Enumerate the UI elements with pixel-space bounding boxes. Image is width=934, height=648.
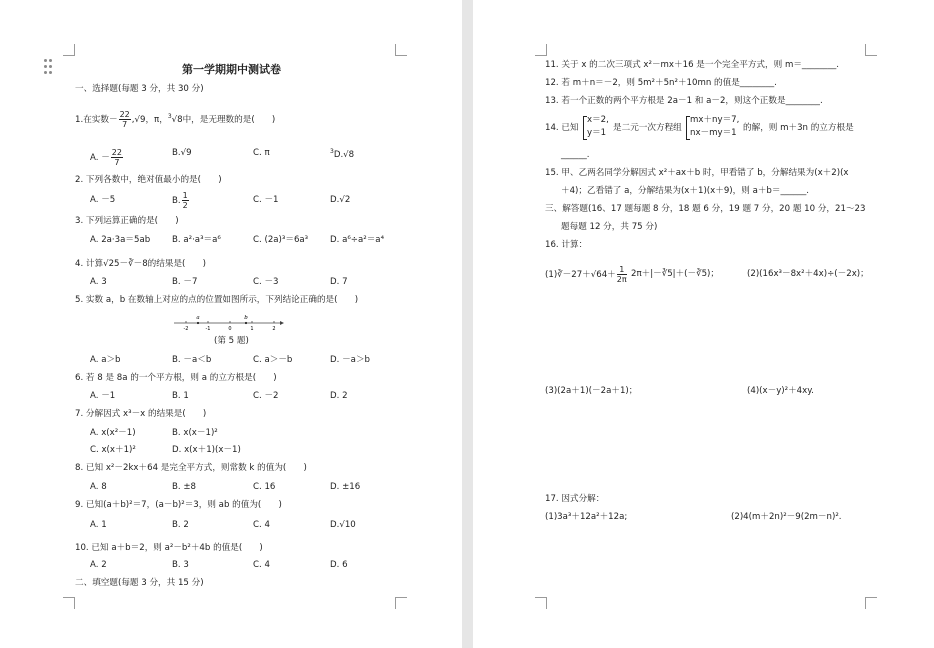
q14-blank: ______. (561, 150, 590, 160)
q10-option-c: C. 4 (253, 560, 270, 570)
q1-frac-den: 7 (122, 120, 128, 129)
question-9: 9. 已知(a＋b)²＝7，(a－b)²＝3，则 ab 的值为( ) (75, 500, 282, 510)
q1-a-den: 7 (114, 158, 120, 167)
q1-fraction (119, 110, 131, 129)
margin-mark-bottom-left (63, 597, 75, 609)
q7-option-a: A. x(x²－1) (90, 428, 136, 438)
question-17: 17. 因式分解： (545, 494, 605, 504)
q17-part-1: (1)3a³＋12a²＋12a; (545, 512, 628, 522)
q16-p1-num: 1 (617, 265, 627, 275)
q2-option-d: D.√2 (330, 195, 351, 205)
q1-root-index: 3 (167, 113, 172, 121)
number-line-tick-label: -1 (205, 326, 211, 332)
section-heading-choice: 一、选择题(每题 3 分，共 30 分) (75, 84, 204, 94)
q14-equation-2: nx－my＝1 (690, 128, 737, 138)
q1-option-c: C. π (253, 148, 270, 158)
question-7: 7. 分解因式 x³－x 的结果是( ) (75, 409, 207, 419)
q16-part-4: (4)(x－y)²＋4xy. (747, 386, 814, 396)
q9-option-b: B. 2 (172, 520, 189, 530)
q17-part-2: (2)4(m＋2n)²－9(2m－n)². (731, 512, 842, 522)
q2-b-num: 1 (182, 191, 188, 200)
number-line-figure (172, 313, 284, 333)
q2-option-c: C. －1 (253, 195, 279, 205)
q4-option-c: C. －3 (253, 277, 279, 287)
question-4: 4. 计算√25－∛－8的结果是( ) (75, 259, 206, 269)
q4-option-a: A. 3 (90, 277, 107, 287)
q2-option-b (172, 191, 190, 210)
q2-b-den: 2 (182, 201, 188, 210)
q7-option-b: B. x(x－1)² (172, 428, 218, 438)
document-page-2 (473, 0, 934, 648)
question-12: 12. 若 m＋n＝－2，则 5m²＋5n²＋10mn 的值是________. (545, 78, 777, 88)
q3-option-b: B. a²·a³＝a⁶ (172, 235, 221, 245)
q9-option-a: A. 1 (90, 520, 107, 530)
number-line-tick-label: -2 (183, 326, 189, 332)
q5-option-c: C. a＞－b (253, 355, 293, 365)
q14-solution-y: y＝1 (587, 128, 607, 138)
q1-option-b: B.√9 (172, 148, 192, 158)
q3-option-d: D. a⁶÷a²＝a⁴ (330, 235, 385, 245)
q3-option-a: A. 2a·3a＝5ab (90, 235, 151, 245)
q16-part-1-fraction (617, 265, 627, 284)
q9-option-c: C. 4 (253, 520, 270, 530)
q6-option-b: B. 1 (172, 391, 189, 401)
q10-option-d: D. 6 (330, 560, 348, 570)
question-16: 16. 计算： (545, 240, 588, 250)
section-heading-answer-l2: 题每题 12 分，共 75 分) (561, 222, 658, 232)
q10-option-b: B. 3 (172, 560, 189, 570)
number-line-arrow (280, 321, 284, 325)
q1-option-d (330, 146, 354, 161)
number-line-point (245, 322, 247, 324)
number-line-tick-label: 1 (250, 326, 254, 332)
margin-mark-bottom-right (865, 597, 877, 609)
q1-frac-num: 22 (119, 110, 130, 119)
q5-option-b: B. －a＜b (172, 355, 212, 365)
q1-option-a (90, 148, 124, 167)
q1-d-root-index: 3 (330, 148, 334, 155)
question-15-line-2: ＋4)；乙看错了 a，分解结果为(x＋1)(x＋9)，则 a＋b＝______. (561, 186, 809, 196)
section-heading-answer-l1: 三、解答题(16、17 题每题 8 分，18 题 6 分，19 题 7 分，20 题 10 分，21～23 (545, 204, 866, 214)
question-2: 2. 下列各数中，绝对值最小的是( ) (75, 175, 222, 185)
q1-a-pre: A. － (90, 153, 110, 163)
q8-option-d: D. ±16 (330, 482, 361, 492)
drag-handle-icon[interactable] (44, 59, 53, 74)
q16-part-2: (2)(16x³－8x²＋4x)÷(－2x)； (747, 269, 869, 279)
question-11: 11. 关于 x 的二次三项式 x²－mx＋16 是一个完全平方式，则 m＝________. (545, 60, 840, 70)
question-3: 3. 下列运算正确的是( ) (75, 216, 179, 226)
margin-mark-top-left (535, 44, 547, 56)
q2-b-fraction (182, 191, 189, 210)
number-line-tick-label: 0 (228, 326, 232, 332)
document-page-1 (0, 0, 462, 648)
q5-option-a: A. a＞b (90, 355, 121, 365)
margin-mark-bottom-left (535, 597, 547, 609)
question-6: 6. 若 8 是 8a 的一个平方根，则 a 的立方根是( ) (75, 373, 277, 383)
number-line-point-label: a (196, 315, 200, 321)
margin-mark-top-left (63, 44, 75, 56)
q16-part-1-post: 2π＋|－∛5|＋(－∛5)； (631, 269, 719, 279)
section-heading-fill: 二、填空题(每题 3 分，共 15 分) (75, 578, 204, 588)
margin-mark-bottom-right (395, 597, 407, 609)
number-line-point (197, 322, 199, 324)
q14-middle: 是二元一次方程组 (613, 123, 682, 133)
q16-part-1 (545, 265, 628, 284)
q16-part-3: (3)(2a＋1)(－2a＋1)； (545, 386, 638, 396)
q7-option-d: D. x(x＋1)(x－1) (172, 445, 241, 455)
q1-stem-c: √8中，是无理数的是( ) (171, 115, 276, 125)
q1-stem-a: 1.在实数－ (75, 115, 118, 125)
q9-option-d: D.√10 (330, 520, 356, 530)
question-13: 13. 若一个正数的两个平方根是 2a－1 和 a－2，则这个正数是________. (545, 96, 823, 106)
q4-option-d: D. 7 (330, 277, 348, 287)
q5-option-d: D. －a＞b (330, 355, 370, 365)
q1-d-text: D.√8 (333, 149, 355, 160)
number-line-point-label: b (244, 315, 248, 321)
q4-option-b: B. －7 (172, 277, 198, 287)
q2-b-pre: B. (172, 196, 181, 206)
q1-a-num: 22 (111, 148, 122, 157)
q14-suffix: 的解，则 m＋3n 的立方根是 (743, 123, 854, 133)
q2-option-a: A. －5 (90, 195, 116, 205)
q16-p1-den: 2π (616, 275, 627, 284)
doc-title: 第一学期期中测试卷 (182, 63, 281, 76)
q1-stem-b: ,√9，π， (131, 115, 168, 125)
q1-a-fraction (111, 148, 123, 167)
q8-option-a: A. 8 (90, 482, 107, 492)
margin-mark-top-right (395, 44, 407, 56)
q7-option-c: C. x(x＋1)² (90, 445, 136, 455)
q14-equation-1: mx＋ny＝7, (690, 115, 740, 125)
q5-figure-caption: (第 5 题) (214, 336, 249, 346)
number-line-tick-label: 2 (272, 326, 276, 332)
question-5: 5. 实数 a，b 在数轴上对应的点的位置如图所示，下列结论正确的是( ) (75, 295, 359, 305)
q10-option-a: A. 2 (90, 560, 107, 570)
q8-option-b: B. ±8 (172, 482, 197, 492)
q6-option-a: A. －1 (90, 391, 116, 401)
q14-prefix: 14. 已知 (545, 123, 579, 133)
q6-option-d: D. 2 (330, 391, 348, 401)
question-10: 10. 已知 a＋b＝2，则 a²－b²＋4b 的值是( ) (75, 543, 263, 553)
q6-option-c: C. －2 (253, 391, 279, 401)
q14-solution-x: x＝2, (587, 115, 609, 125)
question-15-line-1: 15. 甲、乙两名同学分解因式 x²＋ax＋b 时，甲看错了 b，分解结果为(x＋2)(x (545, 168, 849, 178)
q8-option-c: C. 16 (253, 482, 276, 492)
question-8: 8. 已知 x²－2kx＋64 是完全平方式，则常数 k 的值为( ) (75, 463, 307, 473)
q16-part-1-pre: (1)∛－27＋√64＋ (545, 270, 616, 280)
question-1 (75, 110, 275, 129)
margin-mark-top-right (865, 44, 877, 56)
q3-option-c: C. (2a)³＝6a³ (253, 235, 309, 245)
